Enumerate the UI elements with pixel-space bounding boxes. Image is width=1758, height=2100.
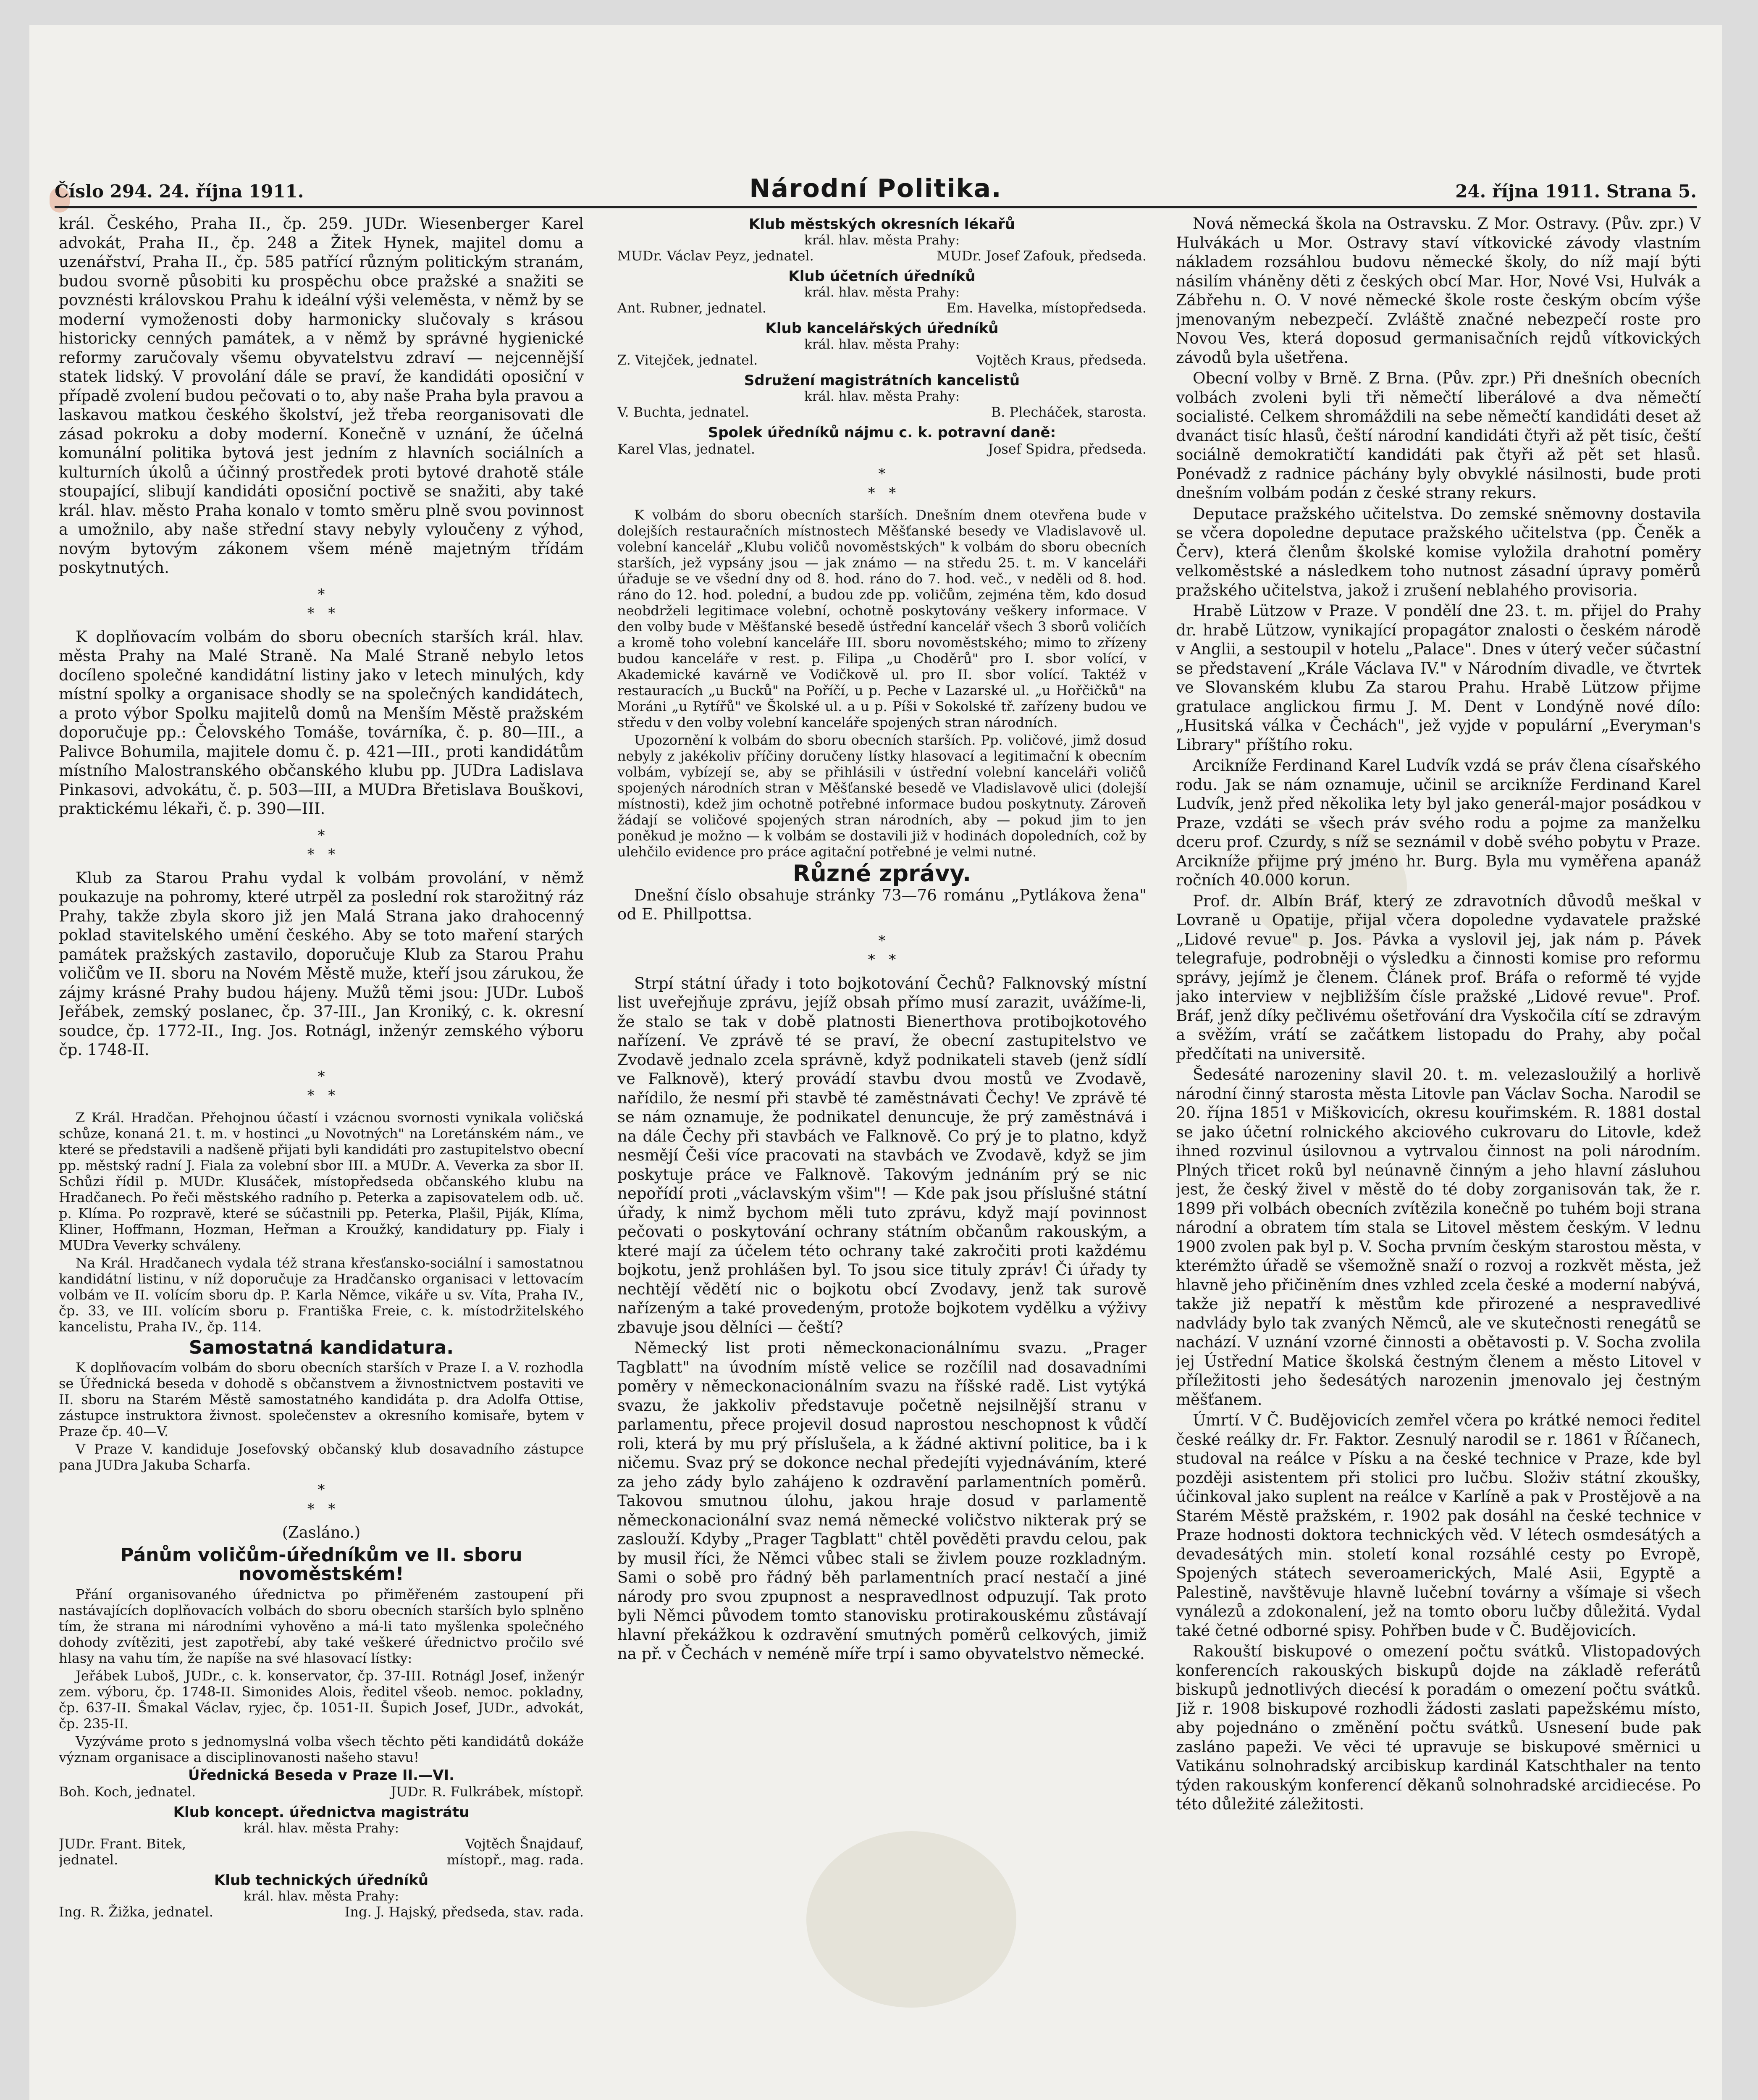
article-paragraph: Klub za Starou Prahu vydal k volbám provolání, v němž poukazuje na pohromy, které utrpěl za poslední rok starožitný ráz Prahy, takže zbyla skoro již jen Malá Strana jako drahocenný poklad stavitelského umění českého. Aby se toto maření starých památek pražských zastavilo, doporučuje Klub za Starou Prahu voličům ve II. sboru na Novém Městě muže, kteří jsou zárukou, že zájmy krásné Prahy budou hájeny. Mužů těmi jsou: JUDr. Luboš Jeřábek, zemský poslanec, čp. 37-III., Jan Kroniký, c. k. okresní soudce, čp. 1772-II., Ing. Jos. Rotnágl, inženýr zemského výboru čp. 1748-II. <box>59 869 584 1059</box>
signature-block: Klub koncept. úřednictva magistrátu král. hlav. města Prahy: JUDr. Frant. Bitek, Vojtěch Šnajdauf, jednatel. místopř., mag. rada. <box>59 1803 584 1868</box>
separator: * * * <box>307 1481 336 1517</box>
date-page: 24. října 1911. Strana 5. <box>1455 181 1697 202</box>
article-paragraph: Na Král. Hradčanech vydala též strana křesťansko-sociální i samostatnou kandidátní listinu, v níž doporučuje za Hradčansko organisaci v lettovacím volbám ve II. volícím sboru dp. P. Karla Němce, vikáře u sv. Víta, Praha IV., čp. 33, ve III. volícím sboru p. Františka Freie, c. k. místodržitelského kancelistu, Praha IV., čp. 114. <box>59 1255 584 1335</box>
article-paragraph: král. Českého, Praha II., čp. 259. JUDr. Wiesenberger Karel advokát, Praha II., čp. 248 a Žitek Hynek, majitel domu a uzenářství, Praha II., čp. 585 patřící různým politickým stranám, budou svorně působiti ku prospěchu obce pražské a snažiti se povznésti královskou Prahu k ideální výši veleměsta, v němž by se moderní vymoženosti doby harmonicky slučovaly s krásou historicky cenných památek, a v němž by správné hygienické reformy zaručovaly všemu obyvatelstvu zdraví — nejcennější statek lidský. V provolání dále se praví, že kandidáti oposiční v případě zvolení budou pečovati o to, aby naše Praha byla pravou a laskavou matkou českého školství, jež třeba reorganisovati dle zásad pokroku a doby moderní. Konečně v uznání, že účelná komunální politika bytová jest jedním z hlavních sociálních a kulturních úkolů a účinný prostředek proti bytové drahotě stále stoupající, slibují kandidáti oposiční poctivě se snažiti, aby také král. hlav. město Praha konalo v tomto směru plně svou povinnost a umožnilo, aby naše střední stavy nebyly vyloučeny z výhod, novým bytovým zákonem všem méně majetným třídám poskytnutých. <box>59 215 584 577</box>
column-1 <box>59 214 584 2100</box>
article-paragraph: Nová německá škola na Ostravsku. Z Mor. Ostravy. (Pův. zpr.) V Hulvákách u Mor. Ostravy staví vítkovické závody vlastním nákladem rozsáhlou budovu německé školy, do níž mají býti násilím vháněny děti z českých obcí Mar. Hor, Nové Vsi, Hulvák a Zábřehu n. O. V nové německé škole roste českým obcím výše jmenovaným nebezpečí. Zvláště značné nebezpečí roste pro Novou Ves, která doposud germanisačních rejdů vítkovických závodů byla ušetřena. <box>1176 215 1701 367</box>
signature-block: Úřednická Beseda v Praze II.—VI. Boh. Koch, jednatel. JUDr. R. Fulkrábek, místopř. <box>59 1767 584 1800</box>
separator: * * * <box>868 932 896 968</box>
signature-block: Spolek úředníků nájmu c. k. potravní daně: Karel Vlas, jednatel. Josef Spidra, předseda. <box>617 424 1147 457</box>
separator: * * * <box>307 585 336 622</box>
signature-block: Klub účetních úředníků král. hlav. města Prahy: Ant. Rubner, jednatel. Em. Havelka, místopředseda. <box>617 268 1147 316</box>
column-2 <box>617 214 1147 2100</box>
article-paragraph: Vyzýváme proto s jednomyslná volba všech těchto pěti kandidátů dokáže význam organisace a disciplinovanosti našeho stavu! <box>59 1733 584 1765</box>
article-paragraph: Prof. dr. Albín Bráf, který ze zdravotních důvodů meškal v Lovraně u Opatije, přijal včera dopoledne vydavatele pražské „Lidové revue" p. Jos. Pávka a vyslovil jej, jak nám p. Pávek telegrafuje, podrobněji o výsledku a činnosti komise pro reformu správy, jejímž je členem. Článek prof. Bráfa o reformě té vyjde jako interview v nejbližším čísle pražské „Lidové revue". Prof. Bráf, jenž díky pečlivému ošetřování dra Vyskočila cítí se zdravým a svěžím, vrátí se začátkem listopadu do Prahy, aby počal předčítati na universitě. <box>1176 892 1701 1063</box>
article-paragraph: Deputace pražského učitelstva. Do zemské sněmovny dostavila se včera dopoledne deputace pražského učitelstva (pp. Čeněk a Červ), která členům školské komise vyložila drahotní poměry velkoměstské a následkem toho nutnost zásadní úpravy poměrů pražského učitelstva, jakož i zrušení neblahého provisoria. <box>1176 504 1701 599</box>
article-paragraph: Dnešní číslo obsahuje stránky 73—76 románu „Pytlákova žena" od E. Phillpottsa. <box>617 886 1147 923</box>
article-paragraph: Šedesáté narozeniny slavil 20. t. m. velezasloužilý a horlivě národní činný starosta města Litovle pan Václav Socha. Narodil se 20. října 1851 v Miškovicích, okresu kouřimském. R. 1881 dostal se jako účetní rolnického akciového cukrovaru do Litovle, kdež ihned rozvinul úsilovnou a vytrvalou činnost na poli národním. Plných třicet roků byl neúnavně činným a jeho hlavní zásluhou jest, že český živel v městě do té doby zorganisován tak, že r. 1899 při volbách obecních zvítězila konečně po tuhém boji strana národní a obratem tím stala se Litovel městem českým. V lednu 1900 zvolen pak byl p. V. Socha prvním českým starostou města, v kterémžto úřadě se všemožně snaží o rozvoj a rozkvět města, jež hlavně jeho přičiněním dnes vzhled zcela české a moderní nabývá, takže již nepatří k městům kde přirozené a nespravedlivé nadvlády bylo tak zvaných Němců, ale ve skutečnosti renegátů se nachází. V uznání vzorné činnosti a obětavosti p. V. Socha zvolila jej Ústřední Matice školská čestným členem a město Litovel v příležitosti jeho šedesátých narozenin jmenovalo jej čestným měšťanem. <box>1176 1066 1701 1409</box>
separator: * * * <box>868 465 896 501</box>
zaslano-label: (Zasláno.) <box>282 1523 361 1541</box>
section-heading: Různé zprávy. <box>792 860 971 887</box>
article-paragraph: Upozornění k volbám do sboru obecních starších. Pp. voličové, jimž dosud nebyly z jakékoliv příčiny doručeny lístky hlasovací a legitimační k obecním volbám, vybízejí se, aby se přihlásili v ústřední volební kanceláři voličů spojených národních stran v Měšťanské besedě ve Vladislavově ulici (dolejší místnosti), kdež jim ochotně potřebné informace budou poskytnuty. Zároveň žádají se voličové spojených stran národních, aby — pokud jim to jen poněkud je možno — k volbám se dostavili již v hodinách dopoledních, což by ulehčilo evidence pro práce agitační potřebné je velmi nutné. <box>617 732 1147 860</box>
signature-block: Sdružení magistrátních kancelistů král. hlav. města Prahy: V. Buchta, jednatel. B. Plecháček, starosta. <box>617 372 1147 420</box>
article-paragraph: Z Král. Hradčan. Přehojnou účastí i vzácnou svornosti vynikala voličská schůze, konaná 21. t. m. v hostinci „u Novotných" na Loretánském nám., ve které se představili a nadšeně přijati byli kandidáti pro zastupitelstvo obecní pp. městský radní J. Fiala za volební sbor III. a MUDr. A. Veverka za sbor II. Schůzi řídil p. MUDr. Klusáček, místopředseda občanského klubu na Hradčanech. Po řeči městského radního p. Peterka a zapisovatelem odb. uč. p. Klíma. Po rozpravě, které se súčastnili pp. Peterka, Plašil, Piják, Klíma, Kliner, Hoffmann, Hozman, Heřman a Kroužký, kandidatury pp. Fialy i MUDra Veverky schváleny. <box>59 1109 584 1253</box>
article-paragraph: K doplňovacím volbám do sboru obecních starších v Praze I. a V. rozhodla se Úřednická beseda v dohodě s občanstvem a živnostnictvem postaviti ve II. sboru na Starém Městě samostatného kandidáta p. dra Adolfa Ottise, zástupce instruktora živnost. společenstev a okresního komisaře, bytem v Praze čp. 40—V. <box>59 1360 584 1439</box>
issue-number: Číslo 294. 24. října 1911. <box>55 181 304 202</box>
signature-block: Klub městských okresních lékařů král. hlav. města Prahy: MUDr. Václav Peyz, jednatel. MUDr. Josef Zafouk, předseda. <box>617 216 1147 264</box>
article-paragraph: Arcikníže Ferdinand Karel Ludvík vzdá se práv člena císařského rodu. Jak se nám oznamuje, učinil se arcikníže Ferdinand Karel Ludvík, jenž před několika lety byl jako generál-major posádkou v Praze, vzdáti se všech práv svého rodu a pojme za manželku dceru prof. Czurdy, s níž se seznámil v době svého pobytu v Praze. Arcikníže přijme prý jméno hr. Burg. Byla mu vyměřena apanáž ročních 40.000 korun. <box>1176 756 1701 889</box>
candidate-list: Jeřábek Luboš, JUDr., c. k. konservator, čp. 37-III. Rotnágl Josef, inženýr zem. výboru, čp. 1748-II. Simonides Alois, ředitel všeob. nemoc. pokladny, čp. 637-II. Šmakal Václav, ryjec, čp. 1051-II. Šupich Josef, JUDr., advokát, čp. 235-II. <box>59 1667 584 1732</box>
article-paragraph: V Praze V. kandiduje Josefovský občanský klub dosavadního zástupce pana JUDra Jakuba Scharfa. <box>59 1441 584 1473</box>
signature-block: Klub technických úředníků král. hlav. města Prahy: Ing. R. Žižka, jednatel. Ing. J. Hajský, předseda, stav. rada. <box>59 1872 584 1920</box>
column-3 <box>1176 214 1701 2100</box>
separator: * * * <box>307 827 336 863</box>
newspaper-title: Národní Politika. <box>749 174 1002 203</box>
page-header <box>55 168 1697 208</box>
article-paragraph: Přání organisovaného úřednictva po přiměřeném zastoupení při nastávajících doplňovacích volbách do sboru obecních starších bylo splněno tím, že strana mi národními vyhověno a má-li tato myšlenka společného dohody zvítěziti, jest zapotřebí, aby také veškeré úřednictvo pročilo své hlasy na vahu tím, že napíše na své hlasovací lístky: <box>59 1586 584 1666</box>
article-paragraph: Hrabě Lützow v Praze. V pondělí dne 23. t. m. přijel do Prahy dr. hrabě Lützow, vynikající propagátor znalosti o českém národě v Anglii, a sestoupil v hotelu „Palace". Dnes v úterý večer súčastní se představení „Krále Václava IV." v Národním divadle, ve čtvrtek ve Slovanském klubu Za starou Prahu. Hrabě Lützow přijme gratulace anglickou firmu J. M. Dent v Londýně nové dílo: „Husitská válka v Čechách", jež vyjde v populární „Everyman's Library" příštího roku. <box>1176 602 1701 754</box>
article-paragraph: Německý list proti německonacionálnímu svazu. „Prager Tagblatt" na úvodním místě velice se rozčílil nad dosavadními poměry v německonacionálním svazu na říšské radě. List vytýká svazu, že jakkoliv představuje početně nejsilnější stranu v parlamentu, přece projevil dosud naprostou neschopnost k vůdčí roli, která by mu prý příslušela, a k žádné aktivní politice, ba i k ničemu. Svaz prý se dokonce nechal předejíti vyjednáváním, které za jeho zády bylo zahájeno k ozdravění parlamentních poměrů. Takovou smutnou úlohu, jakou hraje dosud v parlamentě německonacionální svaz nemá německé voličstvo nikterak prý se zaslouží. Kdyby „Prager Tagblatt" chtěl pověděti pravdu celou, pak by musil říci, že Němci vůbec stali se živlem pouze rozkladným. Sami o sobě pro řádný běh parlamentních prací nestačí a jiné národy pro svou zpupnost a nespravedlnost odpuzují. Tak proto byli Němci původem tomto stanovisku protirakouskému zůstávají hlavní překážkou k ozdravění smutných poměrů celkových, jimiž na př. v Čechách v neméně míře trpí i samo obyvatelstvo německé. <box>617 1339 1147 1663</box>
signature-block: Klub kancelářských úředníků král. hlav. města Prahy: Z. Vitejček, jednatel. Vojtěch Kraus, předseda. <box>617 320 1147 368</box>
article-paragraph: K doplňovacím volbám do sboru obecních starších král. hlav. města Prahy na Malé Straně. Na Malé Straně nebylo letos docíleno společné kandidátní listiny jako v letech minulých, kdy místní spolky a organisace shodly se na společných kandidátech, a proto výbor Spolku majitelů domů na Menším Městě pražském doporučuje pp.: Čelovského Tomáše, továrníka, č. p. 80—III., a Palivce Bohumila, majitele domu č. p. 421—III., proti kandidátům místního Malostranského občanského klubu pp. JUDra Ladislava Pinkasovi, advokátu, č. p. 503—III, a MUDra Břetislava Bouškovi, praktickému lékaři, č. p. 390—III. <box>59 627 584 818</box>
separator: * * * <box>307 1068 336 1104</box>
article-paragraph: Úmrtí. V Č. Budějovicích zemřel včera po krátké nemoci ředitel české reálky dr. Fr. Faktor. Zesnulý narodil se r. 1861 v Říčanech, studoval na reálce v Písku a na české technice v Praze, kde byl později asistentem při stolici pro lučbu. Složiv státní zkoušky, účinkoval jako suplent na reálce v Karlíně a pak v Prostějově a na Starém Městě pražském, r. 1902 pak dosáhl na české technice v Praze hodnosti doktora technických věd. V létech osmdesátých a devadesátých min. století konal rozsáhlé cesty po Evropě, Spojených státech severoamerických, Malé Asii, Egyptě a Palestině, navštěvuje hlavně lučební továrny a všímaje si všech vynálezů a zdokonalení, jež na tomto oboru lučby důležitá. Vydal také četné odborné spisy. Pohřben bude v Č. Budějovicích. <box>1176 1411 1701 1640</box>
section-heading: Samostatná kandidatura. <box>189 1336 454 1358</box>
article-paragraph: K volbám do sboru obecních starších. Dnešním dnem otevřena bude v dolejších restauračních místnostech Měšťanské besedy ve Vladislavově ul. volební kancelář „Klubu voličů novoměstských" k volbám do sboru obecních starších, jež vypsány jsou — jak známo — na středu 25. t. m. V kanceláři úřaduje se ve všední dny od 8. hod. ráno do 7. hod. več., v neděli od 8. hod. ráno do 12. hod. polední, a budou zde pp. voličům, zejména těm, kdo dosud neobdrželi legitimace volební, ochotně poskytovány veškery informace. V den volby bude v Měšťanské besedě ústřední kancelář všech 3 sborů voličích a kromě toho volební kanceláře III. sboru novoměstského; mimo to zřízeny budou kanceláře v rest. p. Filipa „u Choděrů" pro I. sbor volící, v Akademické kavárně ve Vodičkově ul. pro II. sbor volící. Taktéž v restauracích „u Bucků" na Poříčí, u p. Peche v Lazarské ul. „u Hořčičků" na Moráni „u Rytířů" ve Školské ul. a u p. Píši v Sokolské tř. zařízeny budou ve středu v den volby volební kanceláře spojených stran národních. <box>617 507 1147 730</box>
article-paragraph: Strpí státní úřady i toto bojkotování Čechů? Falknovský místní list uveřejňuje zprávu, jejíž obsah přímo musí zarazit, uvážíme-li, že stalo se tak v době platnosti Bienerthova protibojkotového nařízení. Ve zprávě té se praví, že obecní zastupitelstvo ve Zvodavě jednalo zcela správně, když podnikateli staveb (jenž sídlí ve Falknově), který provádí stavbu dvou mostů ve Zvodavě, nařídilo, že nesmí při stavbě té zaměstnávati Čechy! Ve zprávě té se nám oznamuje, že podnikatel denuncuje, že prý zaměstnává i na dále Čechy při stavbách ve Falknově. Co prý je to platno, když nesmějí Češi více pracovati na stavbách ve Zvodavě, když se jim poskytuje práce ve Falknově. Takovým jednáním prý se nic nepořídí proti „václavským všim"! — Kde pak jsou příslušné státní úřady, k nimž bychom měli tuto zprávu, když mají povinnost pečovati o poskytování ochrany státním občanům rakouským, a které mají za účelem této ochrany také zakročiti proti každému bojkotu, jenž prohlášen byl. To jsou sice tituly zpráv! Či úřady ty nechtějí vědětí nic o bojkotu obcí Zvodavy, jenž tak surově nařízeným a také provedeným, protože bojkotem vydělku a výživy zbavuje jsou dělníci — čeští? <box>617 974 1147 1336</box>
section-heading: Pánům voličům-úředníkům ve II. sboru novoměstském! <box>120 1544 522 1585</box>
article-paragraph: Obecní volby v Brně. Z Brna. (Pův. zpr.) Při dnešních obecních volbách zvoleni byli tři němečtí liberálové a dva němečtí socialisté. Celkem shromáždili na sebe němečtí kandidáti deset až dvanáct tisíc hlasů, čeští národní kandidáti čtyři až pět tisíc, čeští sociálně demokratičtí kandidáti pak čtyři až pět set hlasů. Ponévadž z radnice páchány byly obvyklé násilnosti, bude proti dnešním volbám podán z české strany rekurs. <box>1176 369 1701 502</box>
newspaper-page <box>29 25 1722 2100</box>
article-paragraph: Rakouští biskupové o omezení počtu svátků. Vlistopadových konferencích rakouských biskupů dojde na základě referátů biskupů jednotlivých diecésí k poradám o omezení počtu svátků. Již r. 1908 biskupové rozhodli žádosti zaslati papežskému místo, aby pojednáno o změnění počtu svátků. Usnesení bude pak zasláno papeži. Ve věci té upravuje se biskupové směrnici u Vatikánu solnohradský arcibiskup kardinál Katschthaler na tento týden rakouským konferencí děkanů solnohradské arcidiecése. Po této důležité záležitosti. <box>1176 1642 1701 1813</box>
